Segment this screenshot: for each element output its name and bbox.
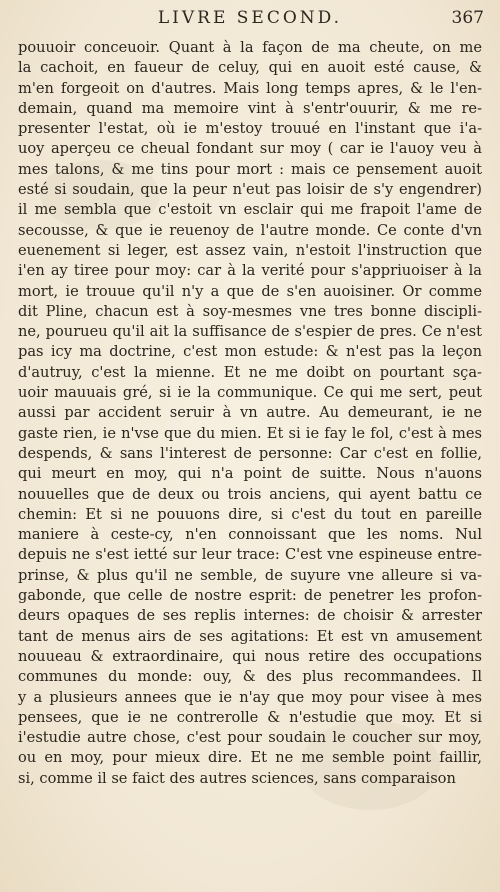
text-line: m'en forgeoit on d'autres. Mais long temps apres, & le l'en- [18,79,482,97]
text-line: i'estudie autre chose, c'est pour soudain le coucher sur moy, [18,729,482,747]
text-line: euenement si leger, est assez vain, n'estoit l'instruction que [18,241,482,259]
text-line: tant de menus airs de ses agitations: Et est vn amusement [18,627,482,645]
text-line: uoy aperçeu ce cheual fondant sur moy ( car ie l'auoy veu à [18,140,482,158]
text-line: presenter l'estat, où ie m'estoy trouué en l'instant que i'a- [18,120,482,138]
text-line: y a plusieurs annees que ie n'ay que moy pour visee à mes [18,688,482,706]
text-line: pas icy ma doctrine, c'est mon estude: & n'est pas la leçon [18,343,482,361]
text-line: gabonde, que celle de nostre esprit: de penetrer les profon- [18,587,482,605]
text-line: aussi par accident seruir à vn autre. Au demeurant, ie ne [18,404,482,422]
text-line: mort, ie trouue qu'il n'y a que de s'en auoisiner. Or comme [18,282,482,300]
text-line: qui meurt en moy, qui n'a point de suitte. Nous n'auons [18,465,482,483]
text-line: gaste rien, ie n'vse que du mien. Et si ie fay le fol, c'est à mes [18,424,482,442]
running-head: LIVRE SECOND. [157,8,343,28]
text-line: chemin: Et si ne pouuons dire, si c'est du tout en pareille [18,505,482,523]
text-line: deurs opaques de ses replis internes: de choisir & arrester [18,607,482,625]
text-line: despends, & sans l'interest de personne: Car c'est en follie, [18,444,482,462]
text-line: pouuoir conceuoir. Quant à la façon de ma cheute, on me [18,39,482,56]
text-line: maniere à ceste-cy, n'en connoissant que les noms. Nul [18,526,482,544]
text-line: la cachoit, en faueur de celuy, qui en auoit esté cause, & [18,59,482,77]
text-line: depuis ne s'est ietté sur leur trace: C'est vne espineuse entre- [18,546,482,564]
text-line: mes talons, & me tins pour mort : mais ce pensement auoit [18,160,482,178]
text-line: nouuelles que de deux ou trois anciens, qui ayent battu ce [18,485,482,503]
text-line: esté si soudain, que la peur n'eut pas loisir de s'y engendrer) [18,181,482,199]
text-line: pensees, que ie ne contrerolle & n'estudie que moy. Et si [18,708,482,726]
page-header [0,8,500,34]
text-line: ou en moy, pour mieux dire. Et ne me semble point faillir, [18,749,482,767]
text-line: prinse, & plus qu'il ne semble, de suyure vne alleure si va- [18,566,482,584]
text-line: il me sembla que c'estoit vn esclair qui me frapoit l'ame de [18,201,482,219]
text-line: nouueau & extraordinaire, qui nous retire des occupations [18,647,482,665]
text-line: secousse, & que ie reuenoy de l'autre monde. Ce conte d'vn [18,221,482,239]
text-line: dit Pline, chacun est à soy-mesmes vne tres bonne discipli- [18,302,482,320]
text-line: demain, quand ma memoire vint à s'entr'ouurir, & me re- [18,99,482,117]
text-line: si, comme il se faict des autres sciences, sans comparaison [18,769,456,787]
body-text [18,38,482,789]
text-line: communes du monde: ouy, & des plus recommandees. Il [18,668,482,686]
page-number: 367 [451,8,484,28]
text-line: ne, pourueu qu'il ait la suffisance de s'espier de pres. Ce n'est [18,323,482,341]
text-line: i'en ay tiree pour moy: car à la verité pour s'appriuoiser à la [18,262,482,280]
text-line: d'autruy, c'est la mienne. Et ne me doibt on pourtant sça- [18,363,482,381]
text-line: uoir mauuais gré, si ie la communique. Ce qui me sert, peut [18,384,482,402]
